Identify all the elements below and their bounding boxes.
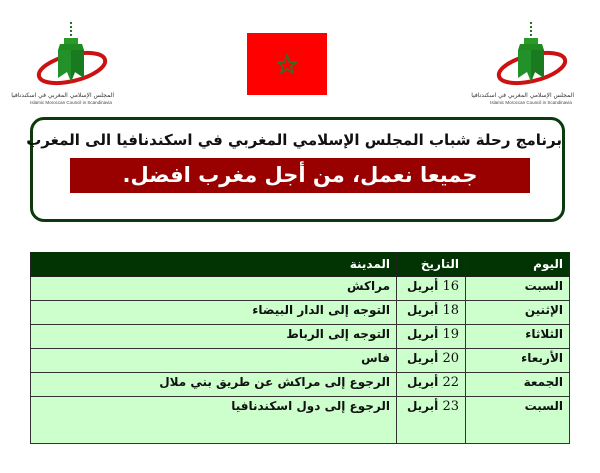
date-day-number: 18 — [442, 302, 459, 318]
table-row — [31, 276, 570, 300]
date-month: أبريل — [406, 278, 439, 293]
table-row — [31, 348, 570, 372]
cell-day: السبت — [466, 396, 570, 443]
date-month: أبريل — [406, 398, 439, 413]
header-day: اليوم — [466, 252, 570, 276]
table-row — [31, 372, 570, 396]
cell-day: السبت — [466, 276, 570, 300]
cell-date — [397, 372, 466, 396]
mosque-logo-icon — [28, 20, 114, 92]
table-row — [31, 396, 570, 443]
cell-day: الجمعة — [466, 372, 570, 396]
logo-caption-arabic: المجلس الإسلامي المغربي في اسكندنافيا — [471, 92, 574, 99]
logo-caption-english: Islamic Moroccan Council in Scandinavia — [30, 100, 112, 105]
star-icon — [277, 54, 297, 74]
date-day-number: 19 — [442, 326, 459, 342]
logo-caption-english: Islamic Moroccan Council in Scandinavia — [490, 100, 572, 105]
cell-date — [397, 324, 466, 348]
cell-day: الإثنين — [466, 300, 570, 324]
cell-city: مراكش — [31, 276, 397, 300]
cell-city: التوجه إلى الرباط — [31, 324, 397, 348]
morocco-flag — [247, 33, 327, 95]
schedule-table — [30, 252, 570, 444]
cell-day: الثلاثاء — [466, 324, 570, 348]
cell-date — [397, 396, 466, 443]
table-header-row — [31, 252, 570, 276]
cell-date — [397, 300, 466, 324]
cell-city: التوجه إلى الدار البيضاء — [31, 300, 397, 324]
council-logo-left — [11, 20, 114, 112]
date-day-number: 22 — [442, 374, 459, 390]
cell-date — [397, 348, 466, 372]
table-row — [31, 300, 570, 324]
cell-date — [397, 276, 466, 300]
date-day-number: 20 — [442, 350, 459, 366]
cell-day: الأربعاء — [466, 348, 570, 372]
slogan-banner: جميعا نعمل، من أجل مغرب افضل. — [70, 158, 530, 193]
date-month: أبريل — [406, 302, 439, 317]
cell-city: الرجوع إلى دول اسكندنافيا — [31, 396, 397, 443]
council-logo-right — [471, 20, 574, 112]
date-month: أبريل — [406, 326, 439, 341]
mosque-logo-icon — [488, 20, 574, 92]
cell-city: فاس — [31, 348, 397, 372]
table-row — [31, 324, 570, 348]
date-day-number: 16 — [442, 278, 459, 294]
date-month: أبريل — [406, 374, 439, 389]
logo-caption-arabic: المجلس الإسلامي المغربي في اسكندنافيا — [11, 92, 114, 99]
header-city: المدينة — [31, 252, 397, 276]
date-month: أبريل — [406, 350, 439, 365]
header-date: التاريخ — [397, 252, 466, 276]
title-box — [26, 117, 565, 222]
date-day-number: 23 — [442, 398, 459, 414]
cell-city: الرجوع إلى مراكش عن طريق بني ملال — [31, 372, 397, 396]
page-title: برنامج رحلة شباب المجلس الإسلامي المغربي في اسكندنافيا الى المغرب — [26, 131, 562, 149]
